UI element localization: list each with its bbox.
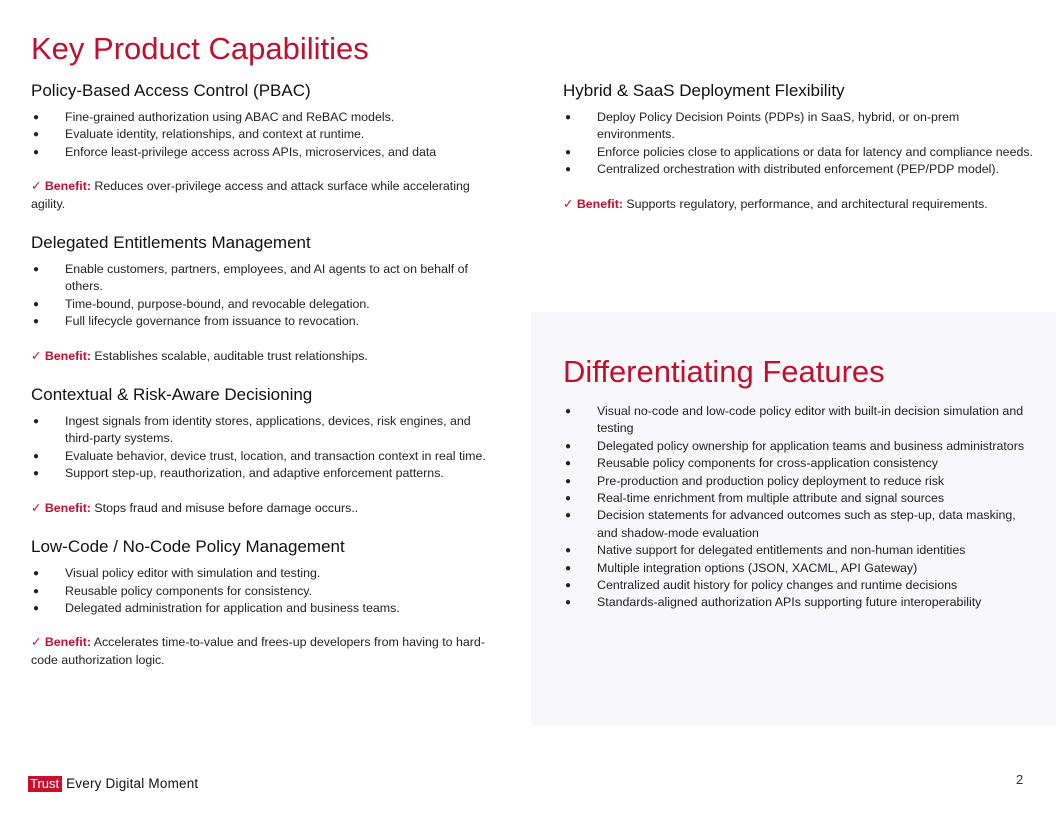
differentiating-features (563, 352, 1025, 612)
list-item (563, 403, 1025, 438)
check-icon: ✓ (563, 196, 574, 211)
list-item-text: Reusable policy components for consistency. (65, 583, 313, 598)
list-item (563, 144, 1033, 161)
list-item (31, 600, 501, 617)
bullet-icon: ● (33, 568, 40, 580)
list-item (31, 448, 501, 465)
list-item (31, 296, 501, 313)
bullet-icon: ● (565, 406, 572, 417)
benefit-text: Stops fraud and misuse before damage occurs.. (90, 500, 359, 515)
bullet-icon: ● (33, 129, 40, 141)
benefit-label: Benefit: (44, 348, 91, 363)
benefit-label: Benefit: (576, 196, 623, 211)
footer-tagline (28, 775, 198, 793)
list-item-text: Enforce least-privilege access across APIs, microservices, and data (65, 144, 437, 159)
benefit-label: Benefit: (44, 635, 91, 650)
check-icon: ✓ (31, 500, 42, 515)
section-heading: Hybrid & SaaS Deployment Flexibility (563, 81, 845, 100)
bullet-icon: ● (565, 562, 572, 574)
list-item-text: Reusable policy components for cross-application consistency (597, 456, 938, 471)
list-item-text: Evaluate behavior, device trust, location, and transaction context in real time. (65, 448, 486, 463)
list-item (563, 473, 1025, 490)
bullet-icon: ● (565, 475, 572, 487)
benefit-statement (31, 634, 501, 669)
bullet-icon: ● (565, 458, 572, 470)
bullet-icon: ● (33, 602, 40, 614)
list-item-text: Delegated policy ownership for application teams and business administrators (597, 438, 1025, 453)
bullet-list (31, 109, 501, 161)
list-item-text: Full lifecycle governance from issuance to revocation. (65, 314, 360, 329)
bullet-list (563, 403, 1025, 612)
list-item (563, 455, 1025, 472)
benefit-label: Benefit: (44, 500, 91, 515)
list-item (563, 594, 1025, 611)
bullet-icon: ● (33, 298, 40, 310)
page-title: Key Product Capabilities (31, 31, 369, 66)
list-item (563, 490, 1025, 507)
bullet-list (563, 109, 1033, 179)
benefit-statement (31, 348, 501, 365)
list-item-text: Pre-production and production policy deployment to reduce risk (597, 473, 945, 488)
section-heading: Low-Code / No-Code Policy Management (31, 537, 345, 557)
benefit-text: Establishes scalable, auditable trust relationships. (90, 348, 368, 363)
differentiating-title: Differentiating Features (563, 354, 885, 389)
list-item (31, 565, 501, 582)
bullet-icon: ● (565, 510, 572, 522)
bullet-icon: ● (565, 545, 572, 557)
list-item (563, 577, 1025, 594)
list-item-text: Standards-aligned authorization APIs supporting future interoperability (597, 595, 982, 610)
list-item (31, 583, 501, 600)
tagline-text: Every Digital Moment (62, 776, 199, 791)
section-heading: Contextual & Risk-Aware Decisioning (31, 385, 313, 405)
right-column (563, 79, 1033, 231)
bullet-icon: ● (33, 112, 40, 123)
section-pbac (31, 79, 501, 213)
list-item-text: Support step-up, reauthorization, and adaptive enforcement patterns. (65, 466, 444, 481)
list-item-text: Fine-grained authorization using ABAC and ReBAC models. (65, 110, 395, 124)
bullet-icon: ● (33, 450, 40, 462)
bullet-icon: ● (565, 146, 572, 158)
list-item-text: Deploy Policy Decision Points (PDPs) in SaaS, hybrid, or on-prem environments. (597, 110, 960, 142)
section-heading: Policy-Based Access Control (PBAC) (31, 81, 311, 100)
bullet-icon: ● (33, 316, 40, 328)
list-item-text: Ingest signals from identity stores, applications, devices, risk engines, and third-party systems. (65, 414, 471, 446)
list-item-text: Delegated administration for application and business teams. (65, 600, 400, 615)
bullet-icon: ● (565, 580, 572, 592)
list-item-text: Time-bound, purpose-bound, and revocable delegation. (65, 296, 370, 311)
list-item (31, 126, 501, 143)
check-icon: ✓ (31, 179, 42, 194)
benefit-statement (31, 178, 501, 213)
section-low-code-policy (31, 535, 501, 669)
benefit-label: Benefit: (44, 179, 91, 194)
list-item-text: Native support for delegated entitlements and non-human identities (597, 543, 966, 558)
list-item (563, 542, 1025, 559)
list-item (31, 413, 501, 448)
list-item (563, 438, 1025, 455)
list-item-text: Evaluate identity, relationships, and context at runtime. (65, 127, 365, 142)
check-icon: ✓ (31, 635, 42, 650)
bullet-icon: ● (33, 264, 40, 276)
page-number: 2 (1016, 772, 1024, 787)
benefit-text: Supports regulatory, performance, and architectural requirements. (622, 196, 988, 211)
list-item-text: Real-time enrichment from multiple attribute and signal sources (597, 491, 945, 506)
list-item-text: Multiple integration options (JSON, XACML, API Gateway) (597, 560, 918, 575)
list-item (31, 144, 501, 161)
benefit-text: Reduces over-privilege access and attack surface while accelerating agility. (31, 179, 470, 211)
list-item (563, 507, 1025, 542)
benefit-text: Accelerates time-to-value and frees-up developers from having to hard-code authorization logic. (31, 635, 485, 667)
benefit-statement (31, 500, 501, 517)
bullet-icon: ● (565, 112, 572, 123)
list-item (563, 560, 1025, 577)
list-item (31, 109, 501, 126)
list-item-text: Decision statements for advanced outcomes such as step-up, data masking, and shadow-mode evaluation (597, 508, 1016, 540)
list-item-text: Centralized audit history for policy changes and runtime decisions (597, 578, 958, 593)
bullet-icon: ● (33, 146, 40, 158)
bullet-icon: ● (33, 585, 40, 597)
bullet-icon: ● (565, 440, 572, 452)
bullet-icon: ● (33, 468, 40, 480)
bullet-list (31, 261, 501, 331)
section-delegated-entitlements (31, 231, 501, 365)
list-item-text: Visual policy editor with simulation and testing. (65, 566, 321, 581)
bullet-icon: ● (33, 416, 40, 428)
list-item-text: Enable customers, partners, employees, and AI agents to act on behalf of others. (65, 262, 468, 294)
list-item (563, 109, 1033, 144)
list-item-text: Visual no-code and low-code policy editor with built-in decision simulation and testing (597, 404, 1024, 436)
list-item (563, 161, 1033, 178)
check-icon: ✓ (31, 348, 42, 363)
list-item-text: Enforce policies close to applications or data for latency and compliance needs. (597, 144, 1033, 159)
bullet-list (31, 413, 501, 483)
section-heading: Delegated Entitlements Management (31, 233, 311, 253)
bullet-icon: ● (565, 164, 572, 176)
bullet-icon: ● (565, 493, 572, 505)
bullet-list (31, 565, 501, 617)
list-item (31, 261, 501, 296)
section-hybrid-saas (563, 79, 1033, 213)
list-item (31, 465, 501, 482)
bullet-icon: ● (565, 597, 572, 609)
brand-mark: Trust (28, 776, 62, 792)
benefit-statement (563, 196, 1033, 213)
list-item-text: Centralized orchestration with distributed enforcement (PEP/PDP model). (597, 162, 999, 177)
section-contextual-decisioning (31, 383, 501, 517)
left-column (31, 79, 501, 687)
list-item (31, 313, 501, 330)
